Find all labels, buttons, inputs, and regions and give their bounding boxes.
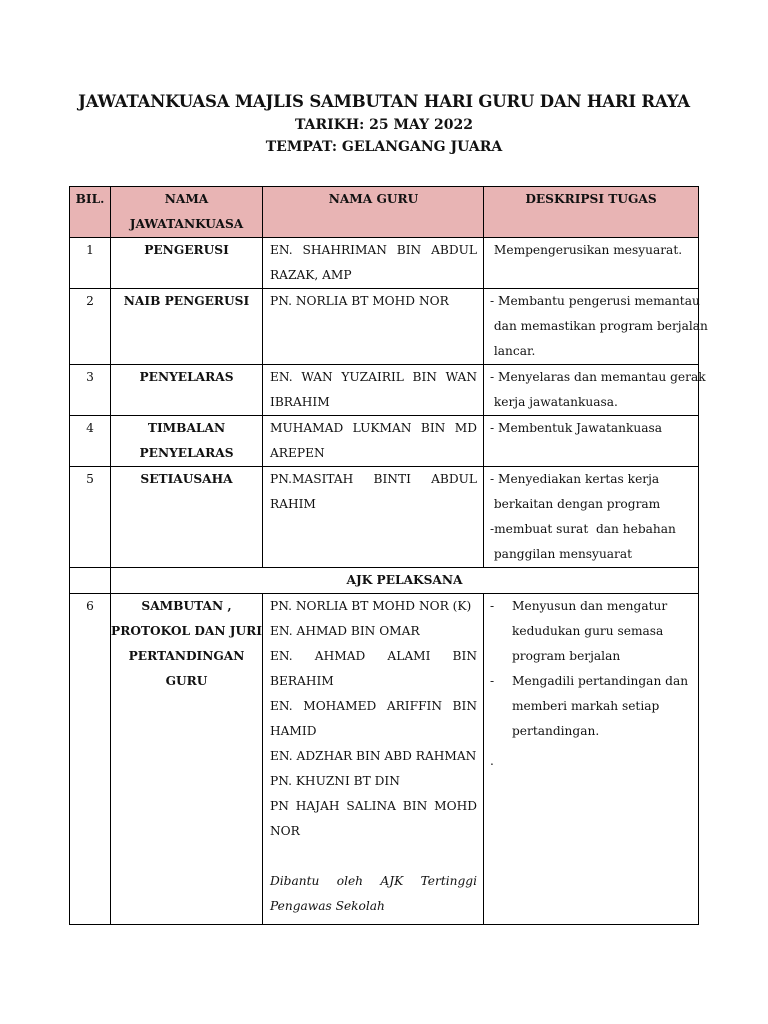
- task-line: kedudukan guru semasa: [512, 624, 664, 638]
- row-bil: 5: [70, 467, 111, 568]
- row-role: [111, 416, 263, 467]
- note-line: Dibantu oleh AJK Tertinggi: [270, 874, 477, 888]
- task-line: - Menyediakan kertas kerja: [490, 472, 660, 486]
- row-bil: 4: [70, 416, 111, 467]
- name-line: EN. AHMAD ALAMI BIN: [270, 649, 477, 663]
- role-line: TIMBALAN: [147, 421, 226, 435]
- task-line: Mempengerusikan mesyuarat.: [490, 243, 683, 257]
- task-item: [490, 669, 692, 744]
- table-row: [70, 467, 699, 568]
- name-line: EN. SHAHRIMAN BIN ABDUL: [270, 243, 477, 257]
- table-row: [70, 594, 699, 925]
- header-nama-guru: NAMA GURU: [263, 187, 484, 238]
- committee-table: [69, 186, 708, 925]
- task-line: dan memastikan program berjalan: [490, 319, 708, 333]
- name-line: BERAHIM: [270, 674, 334, 688]
- name-line: PN.MASITAH BINTI ABDUL: [270, 472, 477, 486]
- row-bil: 2: [70, 289, 111, 365]
- task-line: program berjalan: [512, 649, 621, 663]
- role-line: PERTANDINGAN: [128, 649, 245, 663]
- section-label-ajk-pelaksana: AJK PELAKSANA: [111, 568, 699, 594]
- task-item: [490, 594, 692, 669]
- name-line: PN. NORLIA BT MOHD NOR: [270, 294, 449, 308]
- name-line: RAHIM: [270, 497, 316, 511]
- row-role: [111, 594, 263, 925]
- row-names: [263, 594, 484, 925]
- task-line: - Membantu pengerusi memantau: [490, 294, 700, 308]
- header-nama-jawatankuasa-line2: JAWATANKUASA: [129, 217, 244, 231]
- task-line: kerja jawatankuasa.: [490, 395, 618, 409]
- role-line: PENYELARAS: [139, 446, 234, 460]
- spacer: [270, 844, 477, 869]
- table-row: [70, 416, 699, 467]
- task-line: pertandingan.: [512, 724, 600, 738]
- row-role: [111, 365, 263, 416]
- role-line: GURU: [165, 674, 208, 688]
- row-role: [111, 238, 263, 289]
- section-row: [70, 568, 699, 594]
- document-date: TARIKH: 25 MAY 2022: [295, 117, 473, 133]
- role-line: NAIB PENGERUSI: [123, 294, 250, 308]
- role-line: PROTOKOL DAN JURI: [111, 624, 262, 638]
- table-row: [70, 365, 699, 416]
- task-line: memberi markah setiap: [512, 699, 660, 713]
- row-tasks: [484, 289, 708, 365]
- name-line: RAZAK, AMP: [270, 268, 352, 282]
- trailing-mark: .: [490, 754, 494, 768]
- role-line: PENYELARAS: [139, 370, 234, 384]
- task-line: berkaitan dengan program: [490, 497, 661, 511]
- role-line: SETIAUSAHA: [140, 472, 233, 486]
- row-names: [263, 238, 484, 289]
- note-line: Pengawas Sekolah: [270, 899, 385, 913]
- task-line: lancar.: [490, 344, 536, 358]
- row-tasks: [484, 238, 699, 289]
- row-bil: 3: [70, 365, 111, 416]
- name-line: EN. WAN YUZAIRIL BIN WAN: [270, 370, 477, 384]
- role-line: SAMBUTAN ,: [141, 599, 232, 613]
- task-line: - Menyelaras dan memantau gerak: [490, 370, 706, 384]
- row-tasks: [484, 416, 699, 467]
- name-line: PN. NORLIA BT MOHD NOR (K): [270, 599, 472, 613]
- row-role: [111, 289, 263, 365]
- task-line: panggilan mensyuarat: [490, 547, 633, 561]
- header-nama-jawatankuasa: [111, 187, 263, 238]
- row-names: [263, 365, 484, 416]
- task-line: - Membentuk Jawatankuasa: [490, 421, 662, 435]
- name-line: IBRAHIM: [270, 395, 330, 409]
- row-bil: 6: [70, 594, 111, 925]
- row-tasks: [484, 594, 699, 925]
- name-line: AREPEN: [270, 446, 325, 460]
- row-tasks: [484, 467, 699, 568]
- table-row: [70, 289, 699, 365]
- header-nama-jawatankuasa-line1: NAMA: [164, 192, 209, 206]
- task-line: - Mengadili pertandingan dan: [512, 674, 689, 688]
- task-list: [490, 594, 692, 744]
- table-header-row: [70, 187, 699, 238]
- header-deskripsi-tugas: DESKRIPSI TUGAS: [484, 187, 699, 238]
- table-row: [70, 238, 699, 289]
- role-line: PENGERUSI: [144, 243, 229, 257]
- row-role: [111, 467, 263, 568]
- name-line: MUHAMAD LUKMAN BIN MD: [270, 421, 477, 435]
- header-bil: BIL.: [70, 187, 111, 238]
- name-line: EN. MOHAMED ARIFFIN BIN: [270, 699, 477, 713]
- task-line: -membuat surat dan hebahan: [490, 522, 676, 536]
- section-empty-cell: [70, 568, 111, 594]
- document-title: JAWATANKUASA MAJLIS SAMBUTAN HARI GURU DAN HARI RAYA: [78, 92, 690, 111]
- row-bil: 1: [70, 238, 111, 289]
- row-tasks: [484, 365, 706, 416]
- name-line: PN. KHUZNI BT DIN: [270, 774, 400, 788]
- task-line: - Menyusun dan mengatur: [512, 599, 668, 613]
- name-line: EN. AHMAD BIN OMAR: [270, 624, 420, 638]
- row-names: [263, 467, 484, 568]
- document-venue: TEMPAT: GELANGANG JUARA: [265, 139, 503, 155]
- name-line: NOR: [270, 824, 300, 838]
- name-line: EN. ADZHAR BIN ABD RAHMAN: [270, 749, 477, 763]
- name-line: HAMID: [270, 724, 317, 738]
- row-names: [263, 416, 484, 467]
- name-line: PN HAJAH SALINA BIN MOHD: [270, 799, 477, 813]
- row-names: [263, 289, 484, 365]
